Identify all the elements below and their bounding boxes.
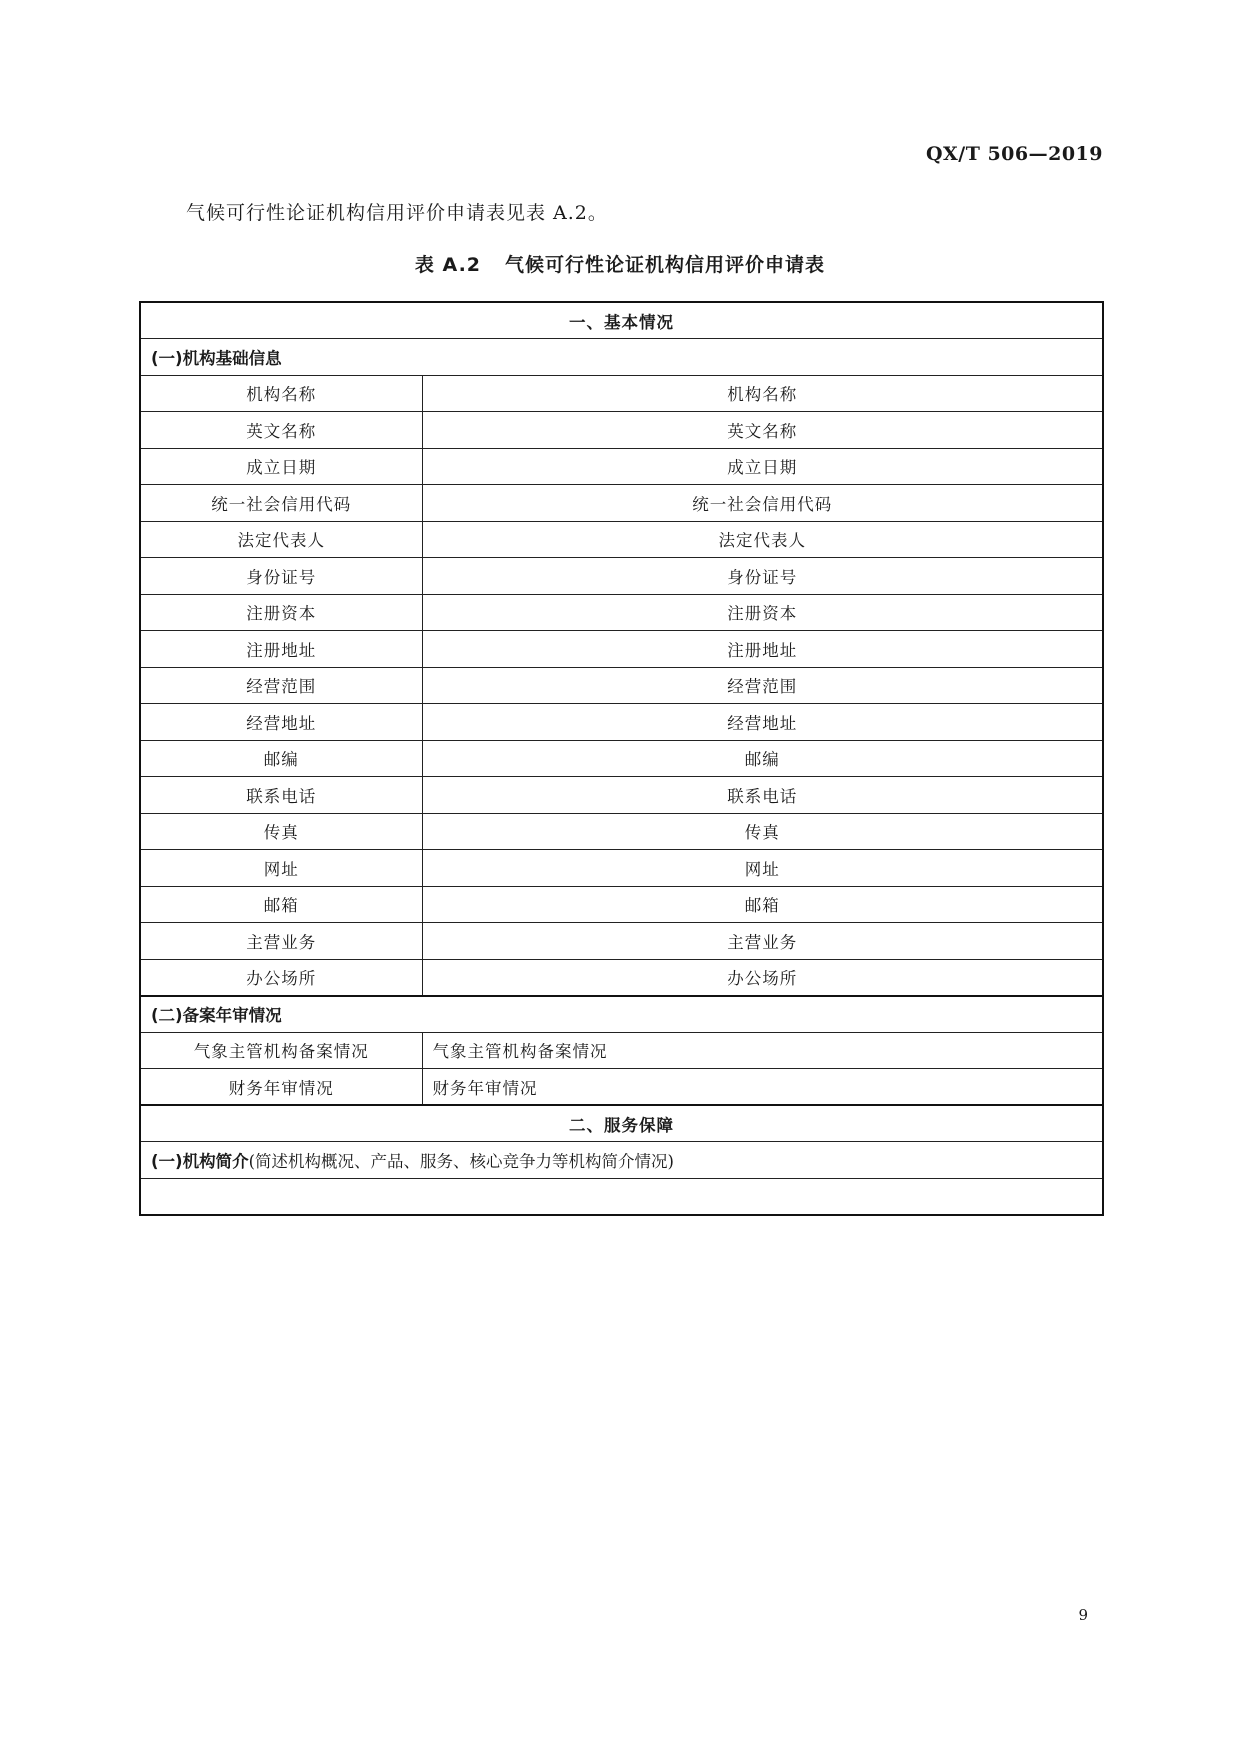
audit-info-row	[140, 1032, 1103, 1069]
basic-info-row	[140, 740, 1103, 777]
audit-info-label: 财务年审情况	[140, 1069, 422, 1106]
basic-info-row	[140, 558, 1103, 595]
basic-info-value[interactable]: 经营范围	[422, 667, 1103, 704]
basic-info-value[interactable]: 统一社会信用代码	[422, 485, 1103, 522]
basic-info-row	[140, 521, 1103, 558]
basic-info-label: 邮编	[140, 740, 422, 777]
table-number: 表 A.2	[414, 254, 482, 276]
basic-info-label: 传真	[140, 813, 422, 850]
basic-info-value[interactable]: 传真	[422, 813, 1103, 850]
basic-info-label: 身份证号	[140, 558, 422, 595]
basic-info-row	[140, 631, 1103, 668]
basic-info-value[interactable]: 主营业务	[422, 923, 1103, 960]
basic-info-label: 主营业务	[140, 923, 422, 960]
basic-info-label: 英文名称	[140, 412, 422, 449]
basic-info-label: 机构名称	[140, 375, 422, 412]
table-title: 气候可行性论证机构信用评价申请表	[505, 254, 826, 276]
basic-info-row	[140, 777, 1103, 814]
basic-info-value[interactable]: 邮编	[422, 740, 1103, 777]
basic-info-value[interactable]: 邮箱	[422, 886, 1103, 923]
basic-info-row	[140, 886, 1103, 923]
basic-info-row	[140, 813, 1103, 850]
basic-info-row	[140, 667, 1103, 704]
basic-info-label: 注册地址	[140, 631, 422, 668]
basic-info-row	[140, 850, 1103, 887]
basic-info-value[interactable]: 联系电话	[422, 777, 1103, 814]
basic-info-label: 联系电话	[140, 777, 422, 814]
basic-info-value[interactable]: 办公场所	[422, 959, 1103, 996]
audit-info-value[interactable]: 财务年审情况	[422, 1069, 1103, 1106]
section-basic-info: 一、基本情况	[140, 302, 1103, 339]
page-number: 9	[1078, 1606, 1088, 1624]
basic-info-value[interactable]: 机构名称	[422, 375, 1103, 412]
basic-info-row	[140, 923, 1103, 960]
basic-info-row	[140, 704, 1103, 741]
subsection-org-profile-title: (一)机构简介	[151, 1151, 249, 1171]
audit-info-row	[140, 1069, 1103, 1106]
basic-info-label: 成立日期	[140, 448, 422, 485]
basic-info-value[interactable]: 法定代表人	[422, 521, 1103, 558]
basic-info-label: 办公场所	[140, 959, 422, 996]
basic-info-value[interactable]: 注册资本	[422, 594, 1103, 631]
basic-info-row	[140, 594, 1103, 631]
basic-info-row	[140, 448, 1103, 485]
org-profile-input-area[interactable]	[140, 1178, 1103, 1215]
basic-info-label: 经营范围	[140, 667, 422, 704]
basic-info-label: 网址	[140, 850, 422, 887]
basic-info-label: 经营地址	[140, 704, 422, 741]
application-form-table	[139, 301, 1104, 1216]
basic-info-row	[140, 412, 1103, 449]
standard-code: QX/T 506—2019	[925, 143, 1103, 165]
subsection-org-profile-note: (简述机构概况、产品、服务、核心竞争力等机构简介情况)	[248, 1151, 674, 1171]
subsection-org-basic-info: (一)机构基础信息	[140, 339, 1103, 376]
subsection-filing-audit: (二)备案年审情况	[140, 996, 1103, 1033]
basic-info-value[interactable]: 身份证号	[422, 558, 1103, 595]
subsection-org-profile	[140, 1142, 1103, 1179]
audit-info-label: 气象主管机构备案情况	[140, 1032, 422, 1069]
basic-info-label: 法定代表人	[140, 521, 422, 558]
basic-info-row	[140, 485, 1103, 522]
basic-info-value[interactable]: 英文名称	[422, 412, 1103, 449]
section-service-guarantee: 二、服务保障	[140, 1105, 1103, 1142]
basic-info-label: 邮箱	[140, 886, 422, 923]
basic-info-row	[140, 375, 1103, 412]
basic-info-value[interactable]: 注册地址	[422, 631, 1103, 668]
basic-info-row	[140, 959, 1103, 996]
basic-info-value[interactable]: 经营地址	[422, 704, 1103, 741]
basic-info-value[interactable]: 网址	[422, 850, 1103, 887]
audit-info-value[interactable]: 气象主管机构备案情况	[422, 1032, 1103, 1069]
intro-text: 气候可行性论证机构信用评价申请表见表 A.2。	[186, 202, 608, 224]
table-caption	[0, 250, 1240, 277]
basic-info-label: 注册资本	[140, 594, 422, 631]
basic-info-value[interactable]: 成立日期	[422, 448, 1103, 485]
basic-info-label: 统一社会信用代码	[140, 485, 422, 522]
